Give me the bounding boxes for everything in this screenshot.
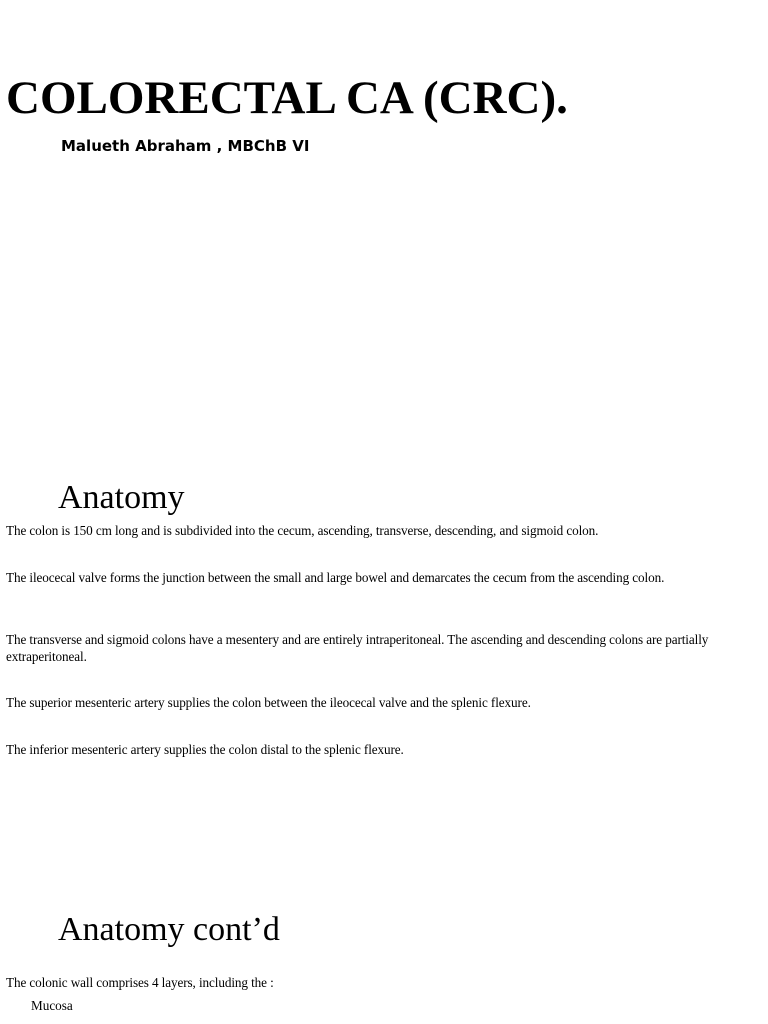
paragraph: The colon is 150 cm long and is subdivided into the cecum, ascending, transverse, descending, and sigmoid colon. <box>6 523 599 538</box>
paragraph: The ileocecal valve forms the junction between the small and large bowel and demarcates the cecum from the ascending colon. <box>6 570 665 585</box>
paragraph: The inferior mesenteric artery supplies the colon distal to the splenic flexure. <box>6 742 404 757</box>
paragraph: The transverse and sigmoid colons have a mesentery and are entirely intraperitoneal. The ascending and descending colons are partially extraperitoneal. <box>6 632 709 664</box>
author-line: Malueth Abraham , MBChB VI <box>61 137 310 155</box>
paragraph: The colonic wall comprises 4 layers, including the : <box>6 975 274 990</box>
list-item: Mucosa <box>31 998 73 1013</box>
paragraph: The superior mesenteric artery supplies the colon between the ileocecal valve and the splenic flexure. <box>6 695 531 710</box>
document-title: COLORECTAL CA (CRC). <box>6 72 568 124</box>
section-heading-anatomy: Anatomy <box>58 479 185 516</box>
section-heading-anatomy-contd: Anatomy cont’d <box>58 911 280 948</box>
